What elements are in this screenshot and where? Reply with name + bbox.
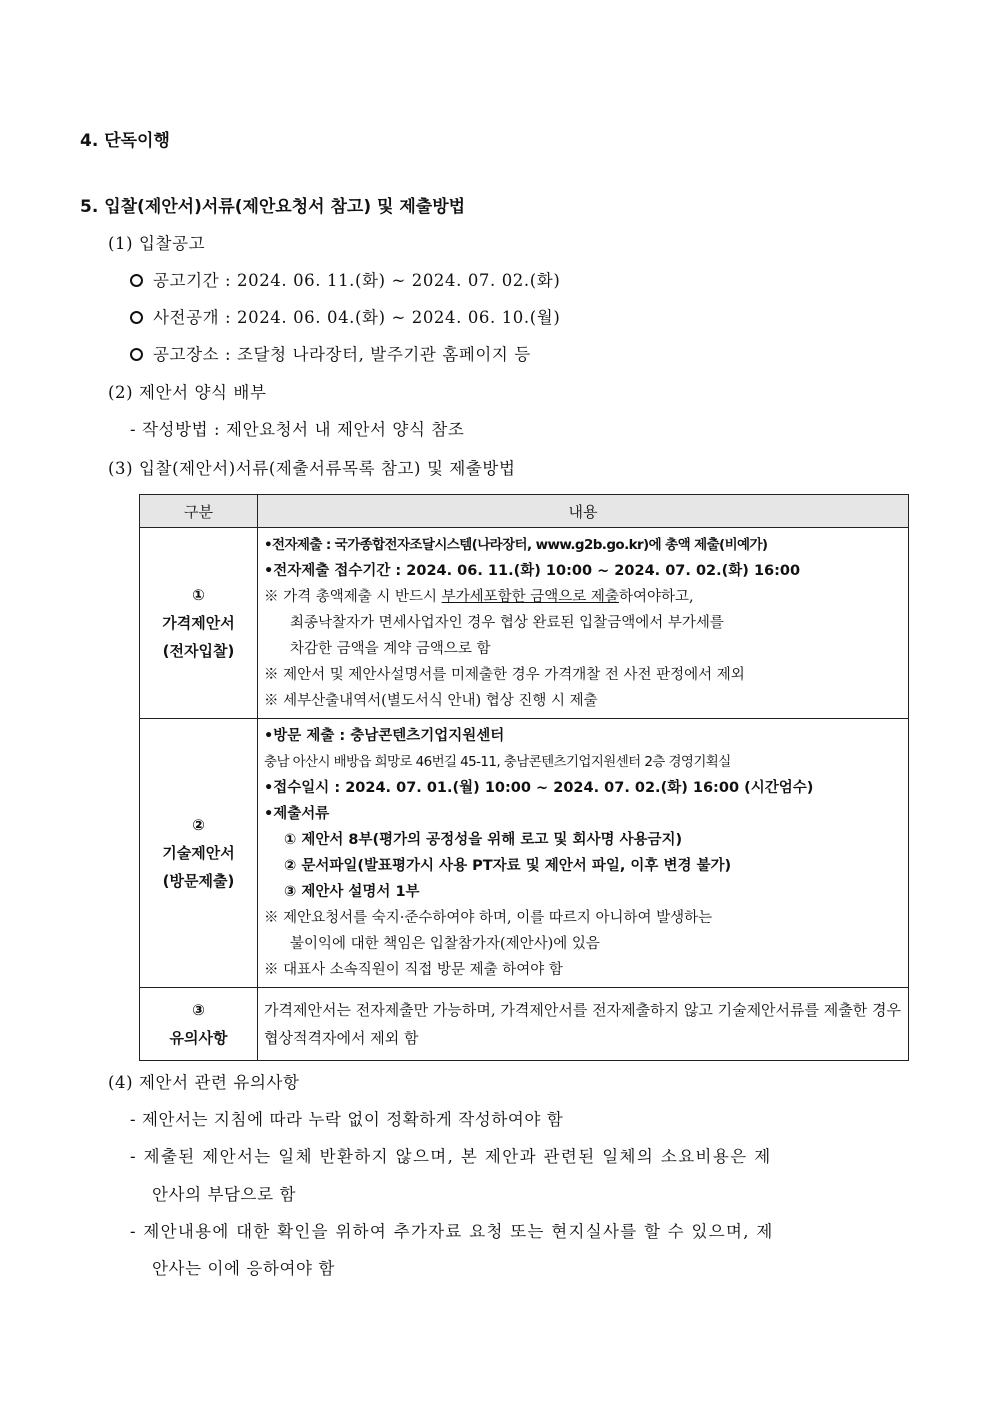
table-row: [140, 988, 909, 1061]
caution-item: - 제출된 제안서는 일체 반환하지 않으며, 본 제안과 관련된 일체의 소요비용은 제: [130, 1147, 772, 1166]
table-row: [140, 528, 909, 719]
caution-item-cont: 안사의 부담으로 함: [152, 1185, 297, 1204]
header-category: 구분: [140, 495, 258, 528]
section4-title: 4. 단독이행: [80, 131, 170, 151]
table-row: [140, 719, 909, 988]
caution-item: - 제안서는 지침에 따라 누락 없이 정확하게 작성하여야 함: [130, 1110, 564, 1129]
section5-title: 5. 입찰(제안서)서류(제안요청서 참고) 및 제출방법: [80, 197, 466, 217]
notice-period: 공고기간 : 2024. 06. 11.(화) ~ 2024. 07. 02.(화): [130, 267, 560, 291]
sub2-title: (2) 제안서 양식 배부: [108, 383, 267, 402]
row2-content: •방문 제출 : 충남콘텐츠기업지원센터 충남 아산시 배방읍 희망로 46번길 45-11, 충남콘텐츠기업지원센터 2층 경영기획실 •접수일시 : 2024. 07. 01.(월) 10:00 ~ 2024. 07. 02.(화) 16:00 (시간엄수) •제출서류 ① 제안서 8부(평가의 공정성을 위해 로고 및 회사명 사용금지) ② 문서파일(발표평가시 사용 PT자료 및 제안서 파일, 이후 변경 불가) ③ 제안사 설명서 1부 ※ 제안요청서를 숙지·준수하여야 하며, 이를 따르지 아니하여 발생하는 불이익에 대한 책임은 입찰참가자(제안사)에 있음 ※ 대표사 소속직원이 직접 방문 제출 하여야 함: [258, 719, 909, 988]
sub4-title: (4) 제안서 관련 유의사항: [108, 1073, 300, 1092]
row1-label: ① 가격제안서 (전자입찰): [140, 528, 258, 719]
writing-method: - 작성방법 : 제안요청서 내 제안서 양식 참조: [130, 420, 465, 439]
header-content: 내용: [258, 495, 909, 528]
circle-bullet-icon: [130, 274, 143, 287]
row3-label: ③ 유의사항: [140, 988, 258, 1061]
table-header-row: [140, 495, 909, 528]
circle-bullet-icon: [130, 348, 143, 361]
row2-label: ② 기술제안서 (방문제출): [140, 719, 258, 988]
pre-disclosure: 사전공개 : 2024. 06. 04.(화) ~ 2024. 06. 10.(월): [130, 304, 560, 328]
sub3-title: (3) 입찰(제안서)서류(제출서류목록 참고) 및 제출방법: [108, 459, 516, 478]
circle-bullet-icon: [130, 311, 143, 324]
caution-item-cont: 안사는 이에 응하여야 함: [152, 1259, 335, 1278]
sub1-title: (1) 입찰공고: [108, 234, 206, 253]
row3-content: 가격제안서는 전자제출만 가능하며, 가격제안서를 전자제출하지 않고 기술제안서류를 제출한 경우 협상적격자에서 제외 함: [258, 988, 909, 1061]
row1-content: •전자제출 : 국가종합전자조달시스템(나라장터, www.g2b.go.kr)에 총액 제출(비예가) •전자제출 접수기간 : 2024. 06. 11.(화) 10:00 ~ 2024. 07. 02.(화) 16:00 ※ 가격 총액제출 시 반드시 부가세포함한 금액으로 제출하여야하고, 최종낙찰자가 면세사업자인 경우 협상 완료된 입찰금액에서 부가세를 차감한 금액을 계약 금액으로 함 ※ 제안서 및 제안사설명서를 미제출한 경우 가격개찰 전 사전 판정에서 제외 ※ 세부산출내역서(별도서식 안내) 협상 진행 시 제출: [258, 528, 909, 719]
submission-table: [139, 494, 909, 1061]
notice-place: 공고장소 : 조달청 나라장터, 발주기관 홈페이지 등: [130, 341, 531, 365]
caution-item: - 제안내용에 대한 확인을 위하여 추가자료 요청 또는 현지실사를 할 수 있으며, 제: [130, 1222, 774, 1241]
